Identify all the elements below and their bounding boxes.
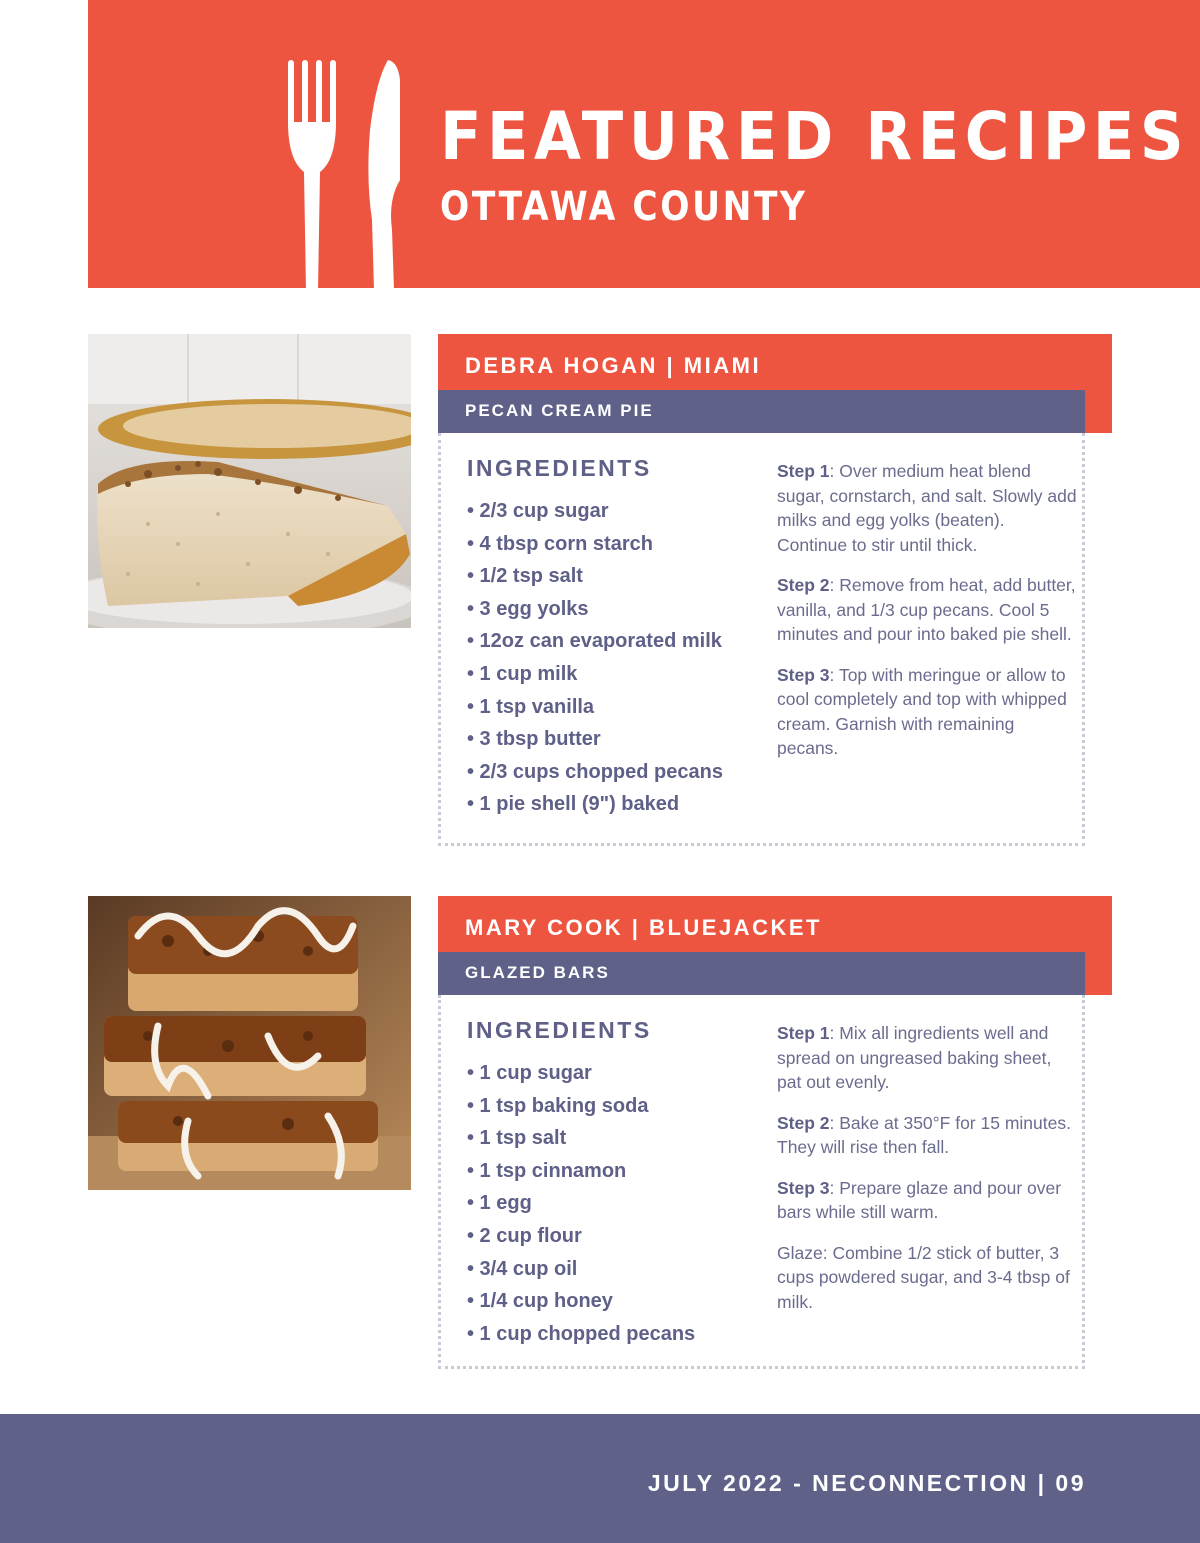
ingredients-heading: INGREDIENTS <box>467 1017 652 1043</box>
steps-column <box>777 1021 1077 1330</box>
step-label: Step 1 <box>777 1023 830 1043</box>
ingredient-item: • 1 egg <box>467 1192 532 1215</box>
ingredient-item: • 4 tbsp corn starch <box>467 532 653 555</box>
ingredient-item: • 1 tsp salt <box>467 1127 567 1150</box>
ingredient-item: • 1 tsp cinnamon <box>467 1159 627 1182</box>
step-label: Step 1 <box>777 461 830 481</box>
ingredient-item: • 1 pie shell (9") baked <box>467 793 680 816</box>
fork-knife-icon <box>288 60 408 288</box>
footer-band <box>0 1414 1200 1543</box>
header-band <box>88 0 1200 288</box>
recipe-card <box>438 896 1112 1372</box>
step-text: Glaze: Combine 1/2 stick of butter, 3 cups powdered sugar, and 3-4 tbsp of milk. <box>777 1242 1070 1312</box>
steps-column <box>777 459 1077 777</box>
recipe-body <box>438 995 1085 1369</box>
step-label: Step 2 <box>777 575 830 595</box>
recipe-step <box>777 1021 1077 1095</box>
step-label: Step 2 <box>777 1112 830 1133</box>
recipe-step <box>777 1111 1077 1160</box>
recipe-step <box>777 663 1077 761</box>
ingredient-item: • 3 tbsp butter <box>467 728 601 751</box>
recipe-title: GLAZED BARS <box>465 963 610 982</box>
footer-text: JULY 2022 - NECONNECTION | 09 <box>647 1470 1086 1496</box>
recipe-title-bar <box>438 390 1085 433</box>
ingredient-item: • 1 cup chopped pecans <box>467 1322 696 1345</box>
glaze-note <box>777 1241 1077 1315</box>
step-label: Step 3 <box>777 1177 830 1198</box>
ingredient-item: • 1 cup milk <box>467 662 578 685</box>
ingredient-item: • 3 egg yolks <box>467 597 589 620</box>
ingredient-item: • 2/3 cups chopped pecans <box>467 760 723 783</box>
ingredient-item: • 2/3 cup sugar <box>467 500 609 522</box>
step-text: : Over medium heat blend sugar, cornstarch, and salt. Slowly add milks and egg yolks (beaten). Continue to stir until thick. <box>777 461 1077 555</box>
recipe-title: PECAN CREAM PIE <box>465 401 654 420</box>
recipe-step <box>777 1176 1077 1225</box>
step-text: : Mix all ingredients well and spread on ungreased baking sheet, pat out evenly. <box>777 1023 1052 1092</box>
pecan-cream-pie-photo <box>88 334 411 628</box>
step-text: : Remove from heat, add butter, vanilla, and 1/3 cup pecans. Cool 5 minutes and pour into baked pie shell. <box>777 575 1076 644</box>
ingredient-item: • 12oz can evaporated milk <box>467 630 722 653</box>
page-subtitle: OTTAWA COUNTY <box>440 184 808 230</box>
page-title: FEATURED RECIPES <box>440 98 1190 175</box>
ingredient-item: • 3/4 cup oil <box>467 1257 578 1280</box>
ingredient-item: • 1/4 cup honey <box>467 1290 613 1313</box>
step-text: : Bake at 350°F for 15 minutes. They will rise then fall. <box>777 1112 1071 1157</box>
recipe-step <box>777 459 1077 557</box>
step-label: Step 3 <box>777 664 830 685</box>
ingredient-item: • 1 tsp vanilla <box>467 695 595 718</box>
ingredients-list <box>467 495 723 821</box>
recipe-title-bar <box>438 952 1085 995</box>
step-text: : Prepare glaze and pour over bars while still warm. <box>777 1177 1062 1222</box>
ingredients-heading: INGREDIENTS <box>467 455 652 481</box>
recipe-body <box>438 433 1085 846</box>
ingredient-item: • 2 cup flour <box>467 1224 582 1247</box>
recipe-author: DEBRA HOGAN | MIAMI <box>465 353 762 378</box>
ingredient-item: • 1/2 tsp salt <box>467 565 583 588</box>
step-text: : Top with meringue or allow to cool completely and top with whipped cream. Garnish with remaining pecans. <box>777 664 1067 758</box>
recipe-card <box>438 334 1112 850</box>
recipe-author: MARY COOK | BLUEJACKET <box>465 915 822 940</box>
ingredient-item: • 1 tsp baking soda <box>467 1094 649 1117</box>
glazed-bars-photo <box>88 896 411 1190</box>
ingredients-list <box>467 1057 695 1350</box>
recipe-step <box>777 573 1077 647</box>
ingredient-item: • 1 cup sugar <box>467 1062 592 1084</box>
